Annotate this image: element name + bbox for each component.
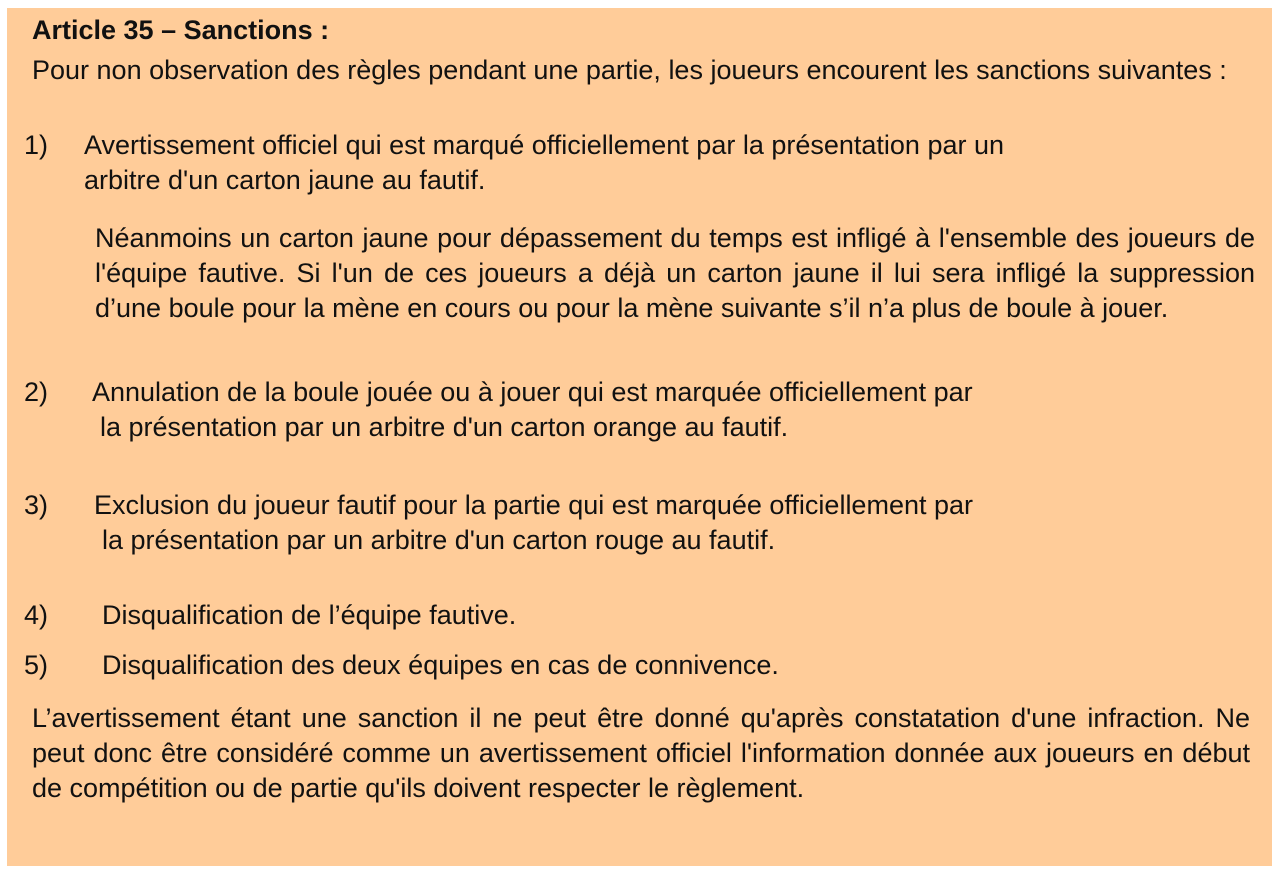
item-number: 5): [24, 650, 49, 680]
item-text: [94, 488, 1214, 558]
article-intro: Pour non observation des règles pendant une partie, les joueurs encourent les sanctions suivantes :: [32, 55, 1227, 85]
item-text: [84, 128, 1204, 198]
item-text: [102, 598, 1222, 633]
article-panel: [7, 8, 1272, 866]
item-line-2: arbitre d'un carton jaune au fautif.: [84, 165, 486, 195]
article-title: Article 35 – Sanctions :: [32, 15, 330, 45]
item-number: 2): [24, 377, 49, 407]
item-line-1: Disqualification de l’équipe fautive.: [102, 600, 517, 630]
item-number: 3): [24, 490, 49, 520]
item-line-2: la présentation par un arbitre d'un carton rouge au fautif.: [102, 525, 776, 555]
item-text: [92, 375, 1212, 445]
item-number: 1): [24, 130, 49, 160]
item-number: 4): [24, 600, 49, 630]
item-1-note: Néanmoins un carton jaune pour dépassement du temps est infligé à l'ensemble des joueurs de l'équipe fautive. Si l'un de ces joueurs a déjà un carton jaune il lui sera infligé la suppression d’une boule pour la mène en cours ou pour la mène suivante s’il n’a plus de boule à jouer.: [95, 223, 1255, 323]
article-outro: L’avertissement étant une sanction il ne peut être donné qu'après constatation d'une infraction. Ne peut donc être considéré comme un avertissement officiel l'information donnée aux joueurs en début de compétition ou de partie qu'ils doivent respecter le règlement.: [32, 703, 1250, 803]
item-line-1: Exclusion du joueur fautif pour la partie qui est marquée officiellement par: [94, 490, 974, 520]
item-line-2: la présentation par un arbitre d'un carton orange au fautif.: [100, 412, 789, 442]
item-line-1: Annulation de la boule jouée ou à jouer qui est marquée officiellement par: [92, 377, 973, 407]
item-line-1: Disqualification des deux équipes en cas de connivence.: [102, 650, 779, 680]
item-text: [102, 648, 1222, 683]
item-line-1: Avertissement officiel qui est marqué officiellement par la présentation par un: [84, 130, 1005, 160]
